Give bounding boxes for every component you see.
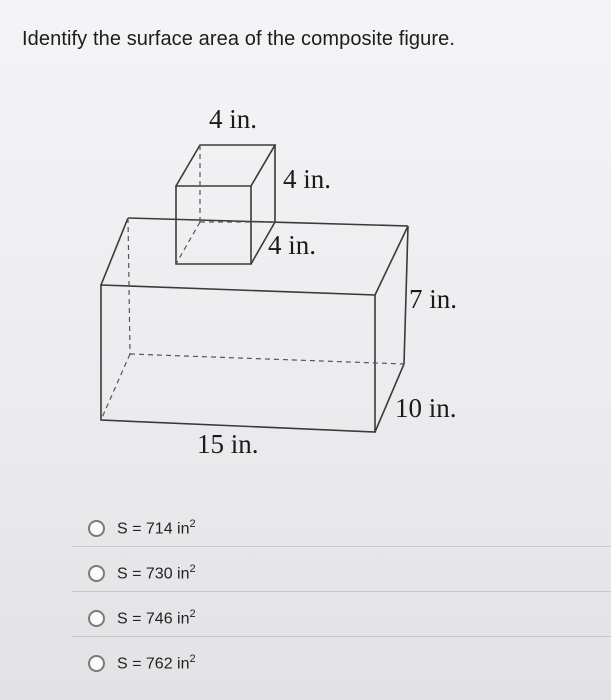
prism-height-label: 7 in. [409, 284, 458, 314]
cube-depth-label: 4 in. [268, 230, 317, 260]
separator [72, 546, 611, 547]
prism-hidden-left-bottom [101, 354, 130, 420]
separator [72, 636, 611, 637]
answer-options [0, 506, 611, 686]
separator [72, 591, 611, 592]
radio-button[interactable] [88, 610, 105, 627]
option-label: S = 762 $in^2$ [117, 653, 196, 673]
option-label: S = 746 $in^2$ [117, 608, 196, 628]
radio-button[interactable] [88, 520, 105, 537]
option-label: S = 714 $in^2$ [117, 518, 196, 538]
option-label: S = 730 $in^2$ [117, 563, 196, 583]
cube-hidden-left-bottom [176, 222, 200, 264]
answer-option-3[interactable] [0, 596, 611, 641]
prism-hidden-back-bottom [130, 354, 404, 364]
cube-front-face [176, 186, 251, 264]
cube-top-face [176, 145, 275, 186]
rectangular-prism [101, 218, 408, 432]
radio-button[interactable] [88, 565, 105, 582]
answer-option-2[interactable] [0, 551, 611, 596]
prism-top-left-edge [101, 218, 128, 285]
prism-depth-label: 10 in. [395, 393, 457, 423]
answer-option-4[interactable] [0, 641, 611, 686]
prism-right-back-edge [404, 226, 408, 364]
prism-top-right-edge [375, 226, 408, 295]
radio-button[interactable] [88, 655, 105, 672]
cube-height-label: 4 in. [283, 164, 332, 194]
top-cube [176, 145, 275, 264]
question-text: Identify the surface area of the composite figure. [22, 28, 456, 50]
answer-option-1[interactable] [0, 506, 611, 551]
prism-length-label: 15 in. [197, 429, 259, 459]
cube-width-label: 4 in. [209, 104, 258, 134]
